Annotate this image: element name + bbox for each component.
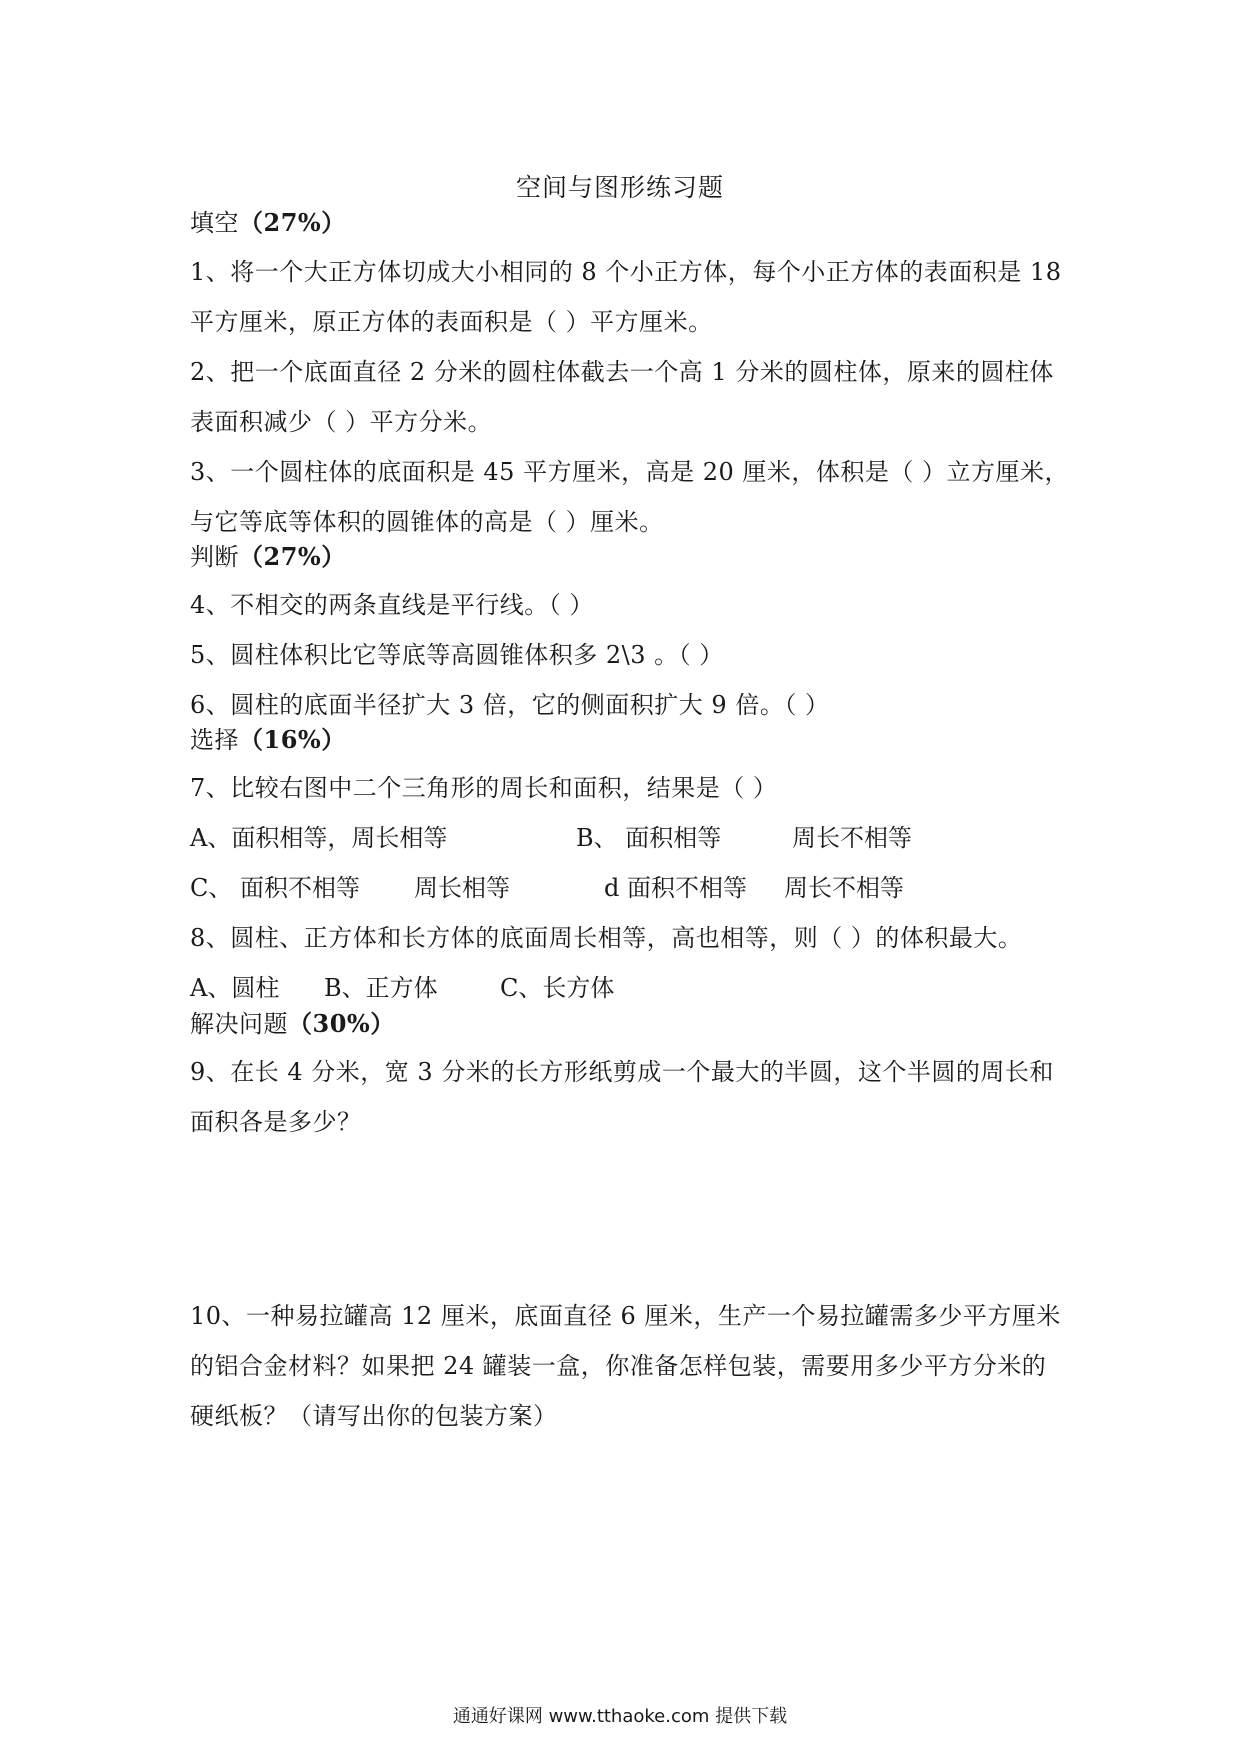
question-7-option-d-2: 周长不相等 <box>784 874 904 902</box>
question-3-line-1: 3、一个圆柱体的底面积是 45 平方厘米，高是 20 厘米，体积是（ ）立方厘米， <box>190 458 1069 486</box>
section-label: 判断 <box>190 543 239 571</box>
section-choose-heading <box>190 720 346 755</box>
section-judge-heading <box>190 537 346 572</box>
question-10-line-1: 10、一种易拉罐高 12 厘米，底面直径 6 厘米，生产一个易拉罐需多少平方厘米 <box>190 1302 1061 1330</box>
question-4: 4、不相交的两条直线是平行线。（ ） <box>190 591 594 619</box>
question-3-line-2: 与它等底等体积的圆锥体的高是（ ）厘米。 <box>190 508 664 536</box>
question-6: 6、圆柱的底面半径扩大 3 倍，它的侧面积扩大 9 倍。（ ） <box>190 691 830 719</box>
page-title: 空间与图形练习题 <box>515 173 724 202</box>
question-9-line-1: 9、在长 4 分米，宽 3 分米的长方形纸剪成一个最大的半圆，这个半圆的周长和 <box>190 1058 1054 1086</box>
section-percent: （30%） <box>288 1009 395 1038</box>
footer-credit: 通通好课网 www.tthaoke.com 提供下载 <box>452 1706 788 1727</box>
question-10-line-3: 硬纸板？（请写出你的包装方案） <box>190 1402 558 1430</box>
section-fill-heading <box>190 203 346 238</box>
question-10-line-2: 的铝合金材料？如果把 24 罐装一盒，你准备怎样包装，需要用多少平方分米的 <box>190 1352 1047 1380</box>
section-percent: （16%） <box>239 725 346 754</box>
question-7-stem: 7、比较右图中二个三角形的周长和面积，结果是（ ） <box>190 774 778 802</box>
question-8-option-c: C、长方体 <box>500 974 615 1002</box>
question-1-line-2: 平方厘米，原正方体的表面积是（ ）平方厘米。 <box>190 308 713 336</box>
section-solve-heading <box>190 1004 395 1039</box>
question-7-option-d: d 面积不相等 <box>604 874 747 902</box>
section-label: 填空 <box>190 209 239 237</box>
question-7-option-b: B、 面积相等 <box>576 824 722 852</box>
section-percent: （27%） <box>239 542 346 571</box>
question-1-line-1: 1、将一个大正方体切成大小相同的 8 个小正方体，每个小正方体的表面积是 18 <box>190 258 1062 286</box>
section-percent: （27%） <box>239 208 346 237</box>
question-8-option-a: A、圆柱 <box>190 974 280 1002</box>
question-7-option-a: A、面积相等，周长相等 <box>190 824 448 852</box>
section-label: 选择 <box>190 726 239 754</box>
question-5: 5、圆柱体积比它等底等高圆锥体积多 2\3 。（ ） <box>190 641 724 669</box>
section-label: 解决问题 <box>190 1010 288 1038</box>
question-2-line-1: 2、把一个底面直径 2 分米的圆柱体截去一个高 1 分米的圆柱体，原来的圆柱体 <box>190 358 1054 386</box>
question-7-option-c-2: 周长相等 <box>414 874 510 902</box>
question-8-stem: 8、圆柱、正方体和长方体的底面周长相等，高也相等，则（ ）的体积最大。 <box>190 924 1023 952</box>
question-8-option-b: B、正方体 <box>324 974 438 1002</box>
question-9-line-2: 面积各是多少？ <box>190 1108 362 1136</box>
question-2-line-2: 表面积减少（ ）平方分米。 <box>190 408 493 436</box>
question-7-option-c: C、 面积不相等 <box>190 874 360 902</box>
question-7-option-b-2: 周长不相等 <box>792 824 912 852</box>
